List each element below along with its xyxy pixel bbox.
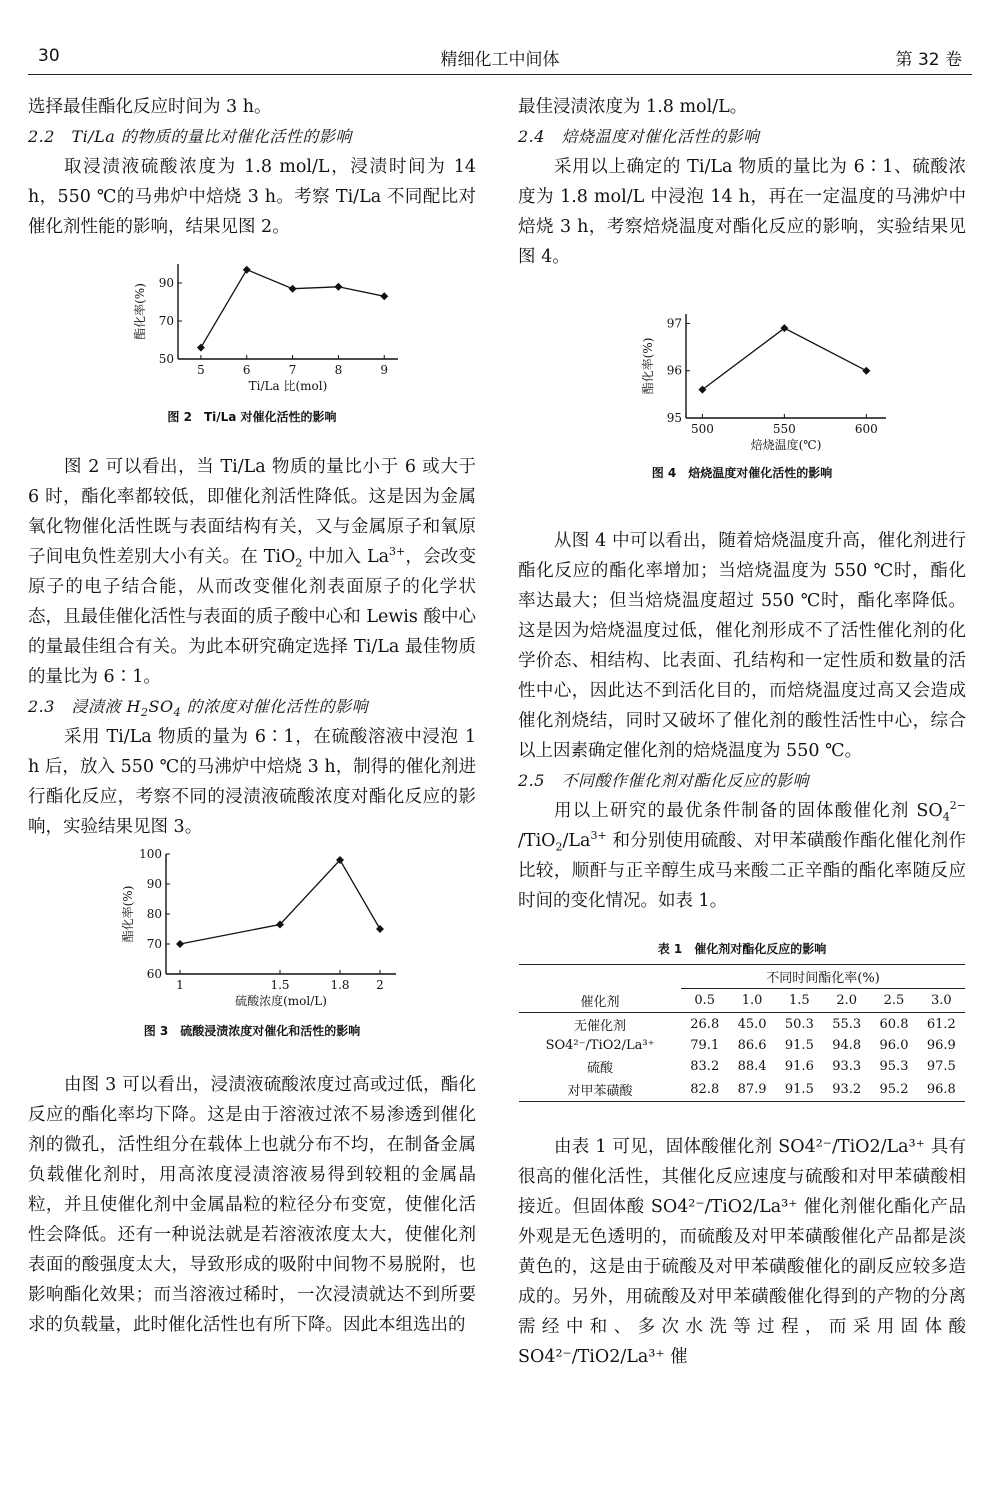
table-header-catalyst: 催化剂 — [519, 989, 681, 1013]
table-header-time: 0.5 — [681, 989, 728, 1013]
page-number: 30 — [38, 46, 60, 66]
data-point — [380, 292, 388, 300]
table-cell-value: 94.8 — [832, 1037, 862, 1053]
data-point — [334, 283, 342, 291]
table-cell-value: 60.8 — [879, 1016, 909, 1032]
table-cell-catalyst: 无催化剂 — [574, 1018, 627, 1034]
figure-4-chart — [518, 292, 966, 464]
page-header — [28, 42, 972, 75]
y-tick-label: 70 — [146, 937, 162, 951]
figure-3-chart — [28, 844, 476, 1022]
paragraph: 从图 4 中可以看出，随着焙烧温度升高，催化剂进行酯化反应的酯化率增加；当焙烧温度为 550 ℃时，酯化率达最大；但当焙烧温度超过 550 ℃时，酯化率降低。这是因为焙烧温度过低，催化剂形成不了活性催化剂的化学价态、相结构、比表面、孔结构和一定性质和数量的活性中心，因此达不到活化目的，而焙烧温度过高又会造成催化剂烧结，同时又破坏了催化剂的酸性活性中心，综合以上因素确定催化剂的焙烧温度为 550 ℃。 — [518, 531, 966, 761]
table-cell-value: 87.9 — [728, 1078, 775, 1102]
table-1-caption: 表 1 催化剂对酯化反应的影响 — [657, 942, 827, 956]
y-axis-label: 酯化率(%) — [133, 283, 147, 340]
table-header-row — [519, 989, 965, 1013]
figure-4-caption: 图 4 焙烧温度对催化活性的影响 — [651, 466, 833, 480]
x-tick-label: 6 — [242, 363, 251, 377]
x-tick-label: 1 — [176, 978, 184, 992]
y-tick-label: 50 — [158, 352, 174, 366]
x-axis-label: 焙烧温度(℃) — [750, 438, 822, 452]
table-cell-value: 93.3 — [832, 1058, 862, 1074]
data-point — [243, 266, 251, 274]
x-tick-label: 600 — [854, 422, 878, 436]
x-tick-label: 5 — [197, 363, 205, 377]
x-tick-label: 1.5 — [270, 978, 290, 992]
table-cell-value: 45.0 — [737, 1016, 767, 1032]
table-1 — [518, 940, 966, 1102]
table-cell-value: 95.3 — [879, 1058, 909, 1074]
y-tick-label: 90 — [158, 276, 174, 290]
series-line — [201, 270, 384, 348]
table-header-time: 2.5 — [870, 989, 917, 1013]
section-heading-2-4: 2.4 焙烧温度对催化活性的影响 — [518, 127, 760, 146]
data-table — [519, 964, 965, 1102]
section-heading-2-2: 2.2 Ti/La 的物质的量比对催化活性的影响 — [28, 127, 352, 146]
table-row — [519, 1055, 965, 1078]
figure-3 — [28, 844, 476, 1050]
table-row — [519, 1036, 965, 1055]
table-cell-value: 95.2 — [870, 1078, 917, 1102]
data-point — [289, 285, 297, 293]
y-tick-label: 90 — [146, 877, 162, 891]
table-cell-value: 55.3 — [832, 1016, 862, 1032]
y-tick-label: 96 — [666, 363, 682, 378]
table-header-time: 1.0 — [728, 989, 775, 1013]
table-cell-catalyst: 硫酸 — [587, 1060, 614, 1076]
paragraph: 用以上研究的最优条件制备的固体酸催化剂 $SO_4^{2-}$ $/TiO_2/La^{3+}$ 和分别使用硫酸、对甲苯磺酸作酯化催化剂作比较，顺酐与正辛醇生成马来酸二正辛酯的酯化率随反应时间的变化情况。如表 1。 — [518, 799, 966, 911]
paragraph: 图 2 可以看出，当 Ti/La 物质的量比小于 6 或大于 6 时，酯化率都较低，即催化剂活性降低。这是因为金属氧化物催化活性既与表面结构有关，又与金属原子和氧原子间电负性差别大小有关。在 TiO$_2$ 中加入 $La^{3+}$，会改变原子的电子结合能，从而改变催化剂表面原子的化学状态，且最佳催化活性与表面的质子酸中心和 Lewis 酸中心的量最佳组合有关。为此本研究确定选择 Ti/La 最佳物质的量比为 6∶1。 — [28, 457, 477, 687]
data-point — [376, 925, 384, 933]
table-cell-value: 88.4 — [737, 1058, 767, 1074]
paragraph: 采用以上确定的 Ti/La 物质的量比为 6∶1、硫酸浓度为 1.8 mol/L 中浸泡 14 h，再在一定温度的马沸炉中焙烧 3 h，考察焙烧温度对酯化反应的影响，实验结果见图 4。 — [518, 157, 966, 267]
table-cell-value: 50.3 — [784, 1016, 814, 1032]
x-tick-label: 550 — [772, 422, 796, 436]
left-column — [28, 92, 476, 1340]
table-row — [519, 1078, 965, 1102]
y-tick-label: 100 — [139, 847, 162, 861]
x-tick-label: 9 — [380, 363, 389, 377]
table-header-time: 1.5 — [776, 989, 823, 1013]
table-cell-value: 96.8 — [918, 1078, 965, 1102]
figure-3-caption: 图 3 硫酸浸渍浓度对催化和活性的影响 — [143, 1024, 361, 1038]
figure-2-caption: 图 2 Ti/La 对催化活性的影响 — [167, 410, 337, 424]
y-tick-label: 60 — [146, 967, 162, 981]
x-tick-label: 500 — [690, 422, 714, 436]
paragraph: 取浸渍液硫酸浓度为 1.8 mol/L，浸渍时间为 14 h，550 ℃的马弗炉中焙烧 3 h。考察 Ti/La 不同配比对催化剂性能的影响，结果见图 2。 — [28, 157, 476, 237]
table-cell-value: 96.0 — [879, 1037, 909, 1053]
y-axis-label: 酯化率(%) — [121, 885, 135, 943]
volume-label: 第 32 卷 — [895, 50, 962, 70]
paragraph: 由表 1 可见，固体酸催化剂 SO4²⁻/TiO2/La³⁺ 具有很高的催化活性，其催化反应速度与硫酸和对甲苯磺酸相接近。但固体酸 SO4²⁻/TiO2/La³⁺ 催化剂催化酯化产品外观是无色透明的，而硫酸及对甲苯磺酸催化产品都是淡黄色的，这是由于硫酸及对甲苯磺酸催化的副反应较多造成的。另外，用硫酸及对甲苯磺酸催化得到的产物的分离需经中和、多次水洗等过程，而采用固体酸 SO4²⁻/TiO2/La³⁺ 催 — [518, 1136, 966, 1367]
data-point — [862, 367, 870, 375]
series-line — [180, 860, 380, 944]
y-tick-label: 95 — [666, 411, 682, 425]
table-cell-value: 91.5 — [784, 1037, 814, 1053]
section-heading-2-3: 2.3 浸渍液 $H_2SO_4$ 的浓度对催化活性的影响 — [28, 697, 369, 720]
table-cell-value: 26.8 — [690, 1016, 720, 1032]
table-cell-catalyst: 对甲苯磺酸 — [519, 1078, 681, 1102]
y-tick-label: 70 — [158, 314, 174, 328]
right-column — [518, 92, 966, 1372]
table-group-header: 不同时间酯化率(%) — [681, 965, 965, 989]
paragraph: 由图 3 可以看出，浸渍液硫酸浓度过高或过低，酯化反应的酯化率均下降。这是由于溶液过浓不易渗透到催化剂的微孔，活性组分在载体上也就分布不均，在制备金属负载催化剂时，用高浓度浸渍溶液易得到较粗的金属晶粒，并且使催化剂中金属晶粒的粒径分布变宽，使催化活性会降低。还有一种说法就是若溶液浓度太大，使催化剂表面的酸强度太大，导致形成的吸附中间物不易脱附，也影响酯化效果；而当溶液过稀时，一次浸渍就达不到所要求的负载量，此时催化活性也有所下降。因此本组选出的 — [28, 1075, 476, 1335]
data-point — [197, 344, 205, 352]
table-cell-catalyst: SO4²⁻/TiO2/La³⁺ — [545, 1037, 655, 1053]
table-cell-value: 97.5 — [926, 1058, 956, 1074]
x-axis-label: 硫酸浓度(mol/L) — [235, 994, 327, 1008]
table-header-time: 2.0 — [823, 989, 870, 1013]
figure-2-chart — [28, 252, 476, 408]
journal-title: 精细化工中间体 — [440, 50, 560, 70]
series-line — [702, 328, 866, 389]
figure-4 — [518, 292, 966, 492]
paragraph: 最佳浸渍浓度为 1.8 mol/L。 — [518, 97, 748, 117]
x-tick-label: 8 — [334, 363, 343, 377]
y-tick-label: 97 — [666, 316, 682, 331]
table-cell-value: 86.6 — [737, 1037, 767, 1053]
table-cell-value: 61.2 — [926, 1016, 956, 1032]
table-row — [519, 1012, 965, 1036]
table-body — [519, 1012, 965, 1101]
y-axis-label: 酯化率(%) — [641, 337, 655, 395]
table-cell-value: 91.6 — [784, 1058, 814, 1074]
x-tick-label: 1.8 — [330, 978, 350, 992]
paragraph: 选择最佳酯化反应时间为 3 h。 — [28, 97, 272, 117]
table-header-time: 3.0 — [918, 989, 965, 1013]
table-cell-value: 82.8 — [681, 1078, 728, 1102]
data-point — [176, 940, 184, 948]
x-axis-label: Ti/La 比(mol) — [248, 379, 328, 393]
table-cell-value: 93.2 — [823, 1078, 870, 1102]
x-tick-label: 7 — [288, 363, 297, 377]
section-heading-2-5: 2.5 不同酸作催化剂对酯化反应的影响 — [518, 771, 809, 790]
table-cell-value: 83.2 — [690, 1058, 720, 1074]
x-tick-label: 2 — [376, 978, 384, 992]
table-cell-value: 79.1 — [690, 1037, 720, 1053]
paragraph: 采用 Ti/La 物质的量为 6∶1，在硫酸溶液中浸泡 1 h 后，放入 550 ℃的马沸炉中焙烧 3 h，制得的催化剂进行酯化反应，考察不同的浸渍液硫酸浓度对酯化反应的影响，实验结果见图 3。 — [28, 727, 476, 837]
figure-2 — [28, 252, 476, 434]
table-cell-value: 91.5 — [776, 1078, 823, 1102]
table-cell-value: 96.9 — [926, 1037, 956, 1053]
y-tick-label: 80 — [146, 907, 162, 921]
